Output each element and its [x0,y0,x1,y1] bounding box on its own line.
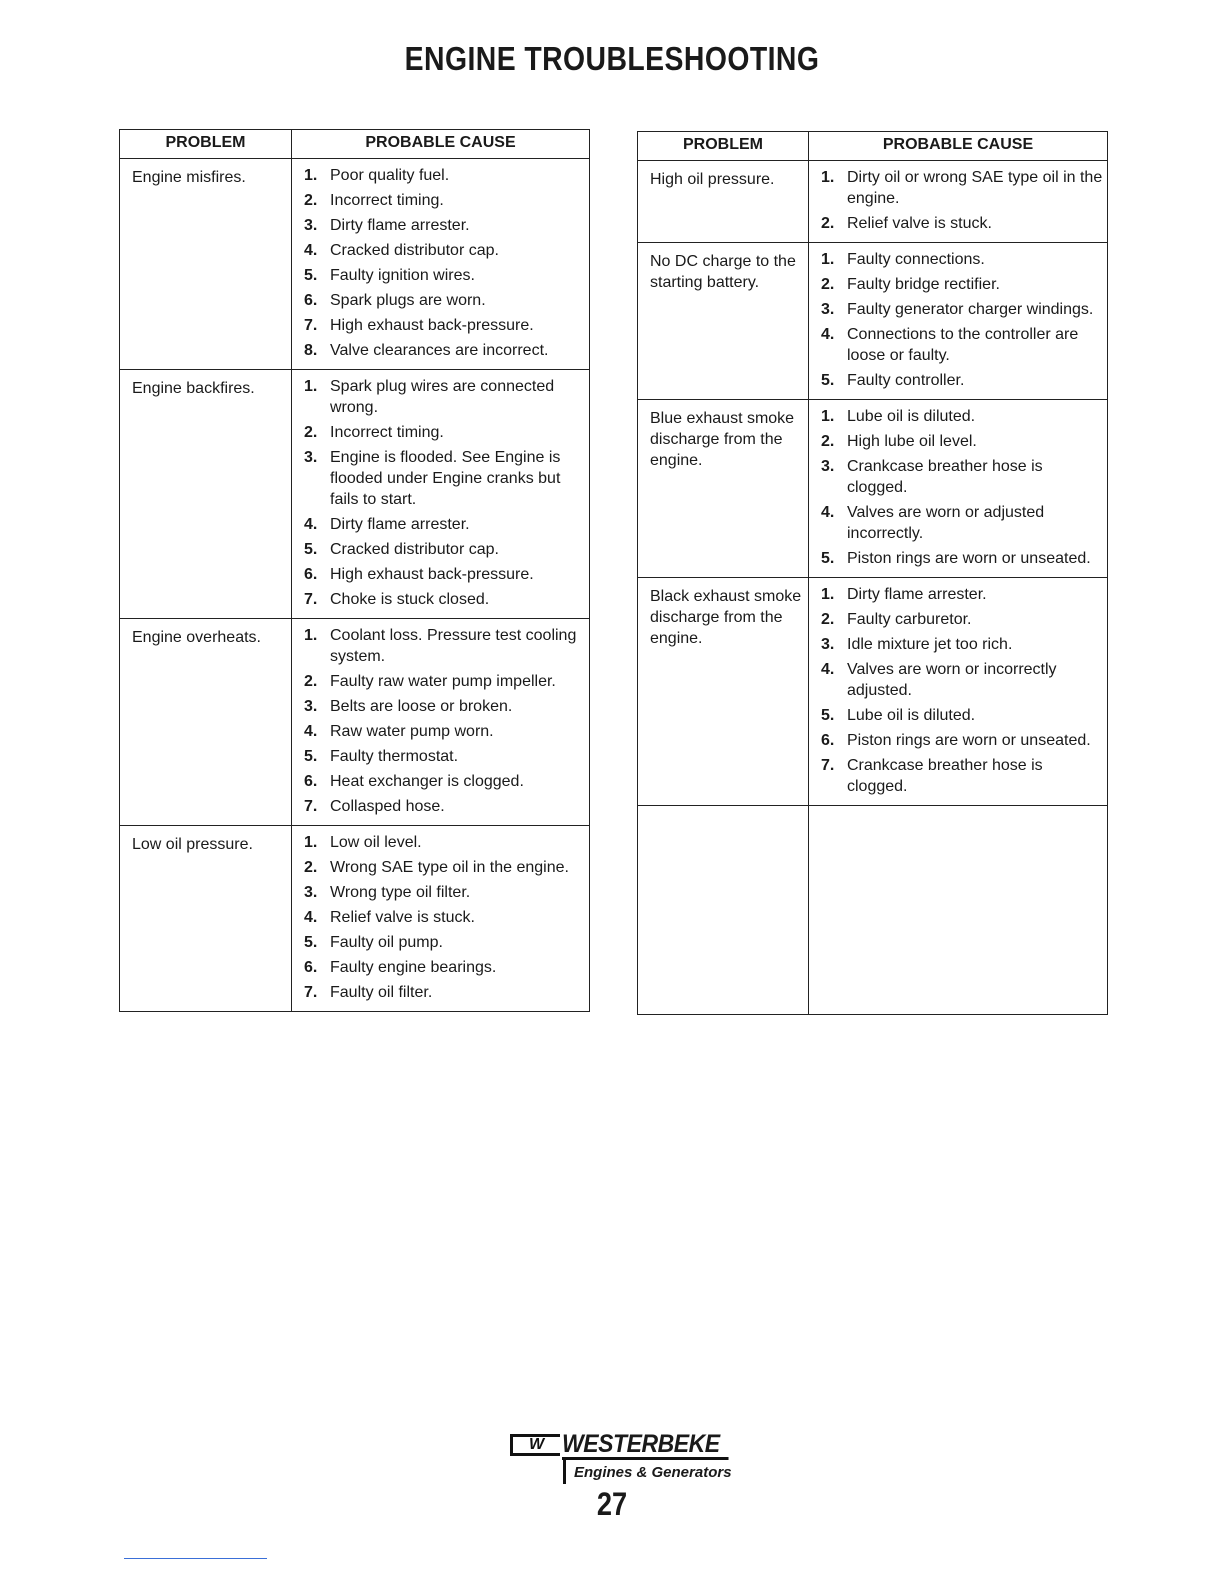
westerbeke-logo [510,1432,770,1486]
cause-number: 8. [304,342,318,359]
cause-cell [292,826,590,1012]
brand-tagline: Engines & Generators [574,1464,732,1481]
cause-number: 6. [304,292,318,309]
cause-number: 4. [304,909,318,926]
cause-number: 4. [304,242,318,259]
cause-item [821,213,1103,234]
filler-row [638,806,1108,1015]
cause-cell [809,400,1108,578]
cause-text: Crankcase breather hose is clogged. [847,458,1043,496]
cause-item [821,584,1103,605]
cause-number: 2. [304,192,318,209]
cause-number: 1. [304,834,318,851]
logo-mark: W [510,1434,560,1456]
table-row [638,400,1108,578]
cause-item [821,299,1103,320]
cause-item [304,696,585,717]
cause-number: 4. [821,504,835,521]
probable-cause-header: PROBABLE CAUSE [809,132,1108,161]
page-title: ENGINE TROUBLESHOOTING [404,40,820,77]
cause-text: Faulty ignition wires. [330,267,475,284]
cause-cell [809,243,1108,400]
cause-number: 5. [821,372,835,389]
cause-item [304,982,585,1003]
cause-number: 4. [304,723,318,740]
cause-item [304,215,585,236]
cause-number: 6. [821,732,835,749]
table-row [638,578,1108,806]
cause-text: Valves are worn or adjusted incorrectly. [847,504,1045,542]
cause-text: Belts are loose or broken. [330,698,513,715]
cause-number: 4. [821,661,835,678]
cause-item [821,324,1103,366]
cause-number: 6. [304,959,318,976]
cause-text: Faulty oil pump. [330,934,443,951]
cause-text: Dirty flame arrester. [330,217,470,234]
cause-number: 2. [821,276,835,293]
cause-item [304,265,585,286]
cause-text: Cracked distributor cap. [330,541,499,558]
cause-number: 2. [304,673,318,690]
cause-text: Coolant loss. Pressure test cooling system. [330,627,577,665]
cause-text: High exhaust back-pressure. [330,317,534,334]
brand-name: WESTERBEKE [562,1432,729,1460]
cause-cell [292,619,590,826]
cause-list [821,249,1103,391]
table-row [638,161,1108,243]
cause-text: Dirty flame arrester. [847,586,987,603]
cause-item [304,771,585,792]
cause-text: Faulty thermostat. [330,748,459,765]
cause-number: 3. [821,301,835,318]
cause-text: Raw water pump worn. [330,723,494,740]
cause-number: 2. [821,611,835,628]
cause-text: Engine is flooded. See Engine is flooded under Engine cranks but fails to start. [330,449,561,508]
cause-text: Collasped hose. [330,798,445,815]
cause-item [304,746,585,767]
cause-list [821,406,1103,569]
cause-text: Valve clearances are incorrect. [330,342,549,359]
cause-item [304,907,585,928]
problem-cell: No DC charge to the starting battery. [638,243,809,400]
cause-item [304,721,585,742]
cause-item [821,274,1103,295]
cause-list [304,625,585,817]
cause-item [304,165,585,186]
cause-number: 3. [821,458,835,475]
footer-rule [124,1558,267,1559]
cause-number: 7. [821,757,835,774]
cause-item [304,589,585,610]
cause-number: 5. [304,541,318,558]
cause-text: Heat exchanger is clogged. [330,773,524,790]
cause-cell [809,161,1108,243]
cause-cell [809,578,1108,806]
cause-item [304,625,585,667]
cause-text: Incorrect timing. [330,424,444,441]
cause-item [304,422,585,443]
cause-number: 1. [821,586,835,603]
cause-list [304,376,585,610]
table-row [120,619,590,826]
cause-item [304,832,585,853]
cause-item [821,548,1103,569]
cause-number: 3. [304,698,318,715]
cause-number: 2. [821,433,835,450]
cause-text: Dirty oil or wrong SAE type oil in the engine. [847,169,1103,207]
cause-text: Piston rings are worn or unseated. [847,550,1091,567]
cause-text: Faulty controller. [847,372,965,389]
problem-cell: Low oil pressure. [120,826,292,1012]
problem-cell: Black exhaust smoke discharge from the engine. [638,578,809,806]
cause-text: Faulty connections. [847,251,985,268]
cause-text: Faulty engine bearings. [330,959,497,976]
cause-number: 5. [821,707,835,724]
cause-item [304,447,585,510]
cause-text: Wrong type oil filter. [330,884,471,901]
table-row [120,826,590,1012]
table-row [120,159,590,370]
cause-item [821,755,1103,797]
cause-text: High lube oil level. [847,433,977,450]
cause-number: 7. [304,317,318,334]
cause-number: 5. [821,550,835,567]
cause-text: Relief valve is stuck. [847,215,992,232]
page-number: 27 [596,1486,628,1522]
cause-text: Faulty oil filter. [330,984,433,1001]
problem-cell: High oil pressure. [638,161,809,243]
cause-number: 3. [304,449,318,466]
cause-list [821,167,1103,234]
cause-number: 7. [304,984,318,1001]
cause-list [304,165,585,361]
problem-cell: Engine misfires. [120,159,292,370]
cause-text: Incorrect timing. [330,192,444,209]
cause-item [821,609,1103,630]
cause-list [821,584,1103,797]
cause-item [304,796,585,817]
cause-item [821,502,1103,544]
cause-item [304,190,585,211]
cause-item [821,406,1103,427]
cause-text: Valves are worn or incorrectly adjusted. [847,661,1057,699]
cause-item [304,315,585,336]
cause-text: Cracked distributor cap. [330,242,499,259]
cause-text: Wrong SAE type oil in the engine. [330,859,569,876]
cause-item [304,340,585,361]
cause-number: 1. [821,408,835,425]
empty-cell [638,806,809,1015]
cause-number: 7. [304,591,318,608]
problem-cell: Engine backfires. [120,370,292,619]
cause-text: Spark plugs are worn. [330,292,486,309]
troubleshooting-table-right [637,131,1108,1015]
cause-item [821,431,1103,452]
table-row [638,243,1108,400]
cause-item [821,634,1103,655]
cause-number: 3. [821,636,835,653]
cause-item [304,290,585,311]
cause-cell [292,159,590,370]
cause-number: 3. [304,884,318,901]
cause-text: Lube oil is diluted. [847,707,976,724]
cause-text: Connections to the controller are loose or faulty. [847,326,1079,364]
cause-number: 4. [821,326,835,343]
cause-number: 5. [304,748,318,765]
cause-text: Faulty raw water pump impeller. [330,673,556,690]
empty-cell [809,806,1108,1015]
cause-number: 5. [304,934,318,951]
cause-text: Poor quality fuel. [330,167,450,184]
cause-text: Spark plug wires are connected wrong. [330,378,555,416]
cause-number: 1. [304,378,318,395]
cause-number: 2. [304,424,318,441]
cause-item [304,514,585,535]
cause-number: 2. [304,859,318,876]
cause-cell [292,370,590,619]
cause-item [304,932,585,953]
table-body [638,161,1108,1015]
cause-text: Faulty carburetor. [847,611,972,628]
table-row [120,370,590,619]
cause-number: 5. [304,267,318,284]
cause-item [821,730,1103,751]
cause-item [304,240,585,261]
logo-divider [563,1458,566,1484]
cause-item [821,456,1103,498]
cause-number: 1. [304,627,318,644]
cause-text: High exhaust back-pressure. [330,566,534,583]
cause-number: 1. [821,251,835,268]
cause-item [304,564,585,585]
problem-header: PROBLEM [638,132,809,161]
problem-header: PROBLEM [120,130,292,159]
cause-text: Faulty generator charger windings. [847,301,1094,318]
cause-number: 6. [304,773,318,790]
cause-text: Idle mixture jet too rich. [847,636,1013,653]
cause-number: 6. [304,566,318,583]
cause-item [304,957,585,978]
cause-list [304,832,585,1003]
cause-text: Crankcase breather hose is clogged. [847,757,1043,795]
cause-text: Lube oil is diluted. [847,408,976,425]
cause-text: Low oil level. [330,834,422,851]
cause-number: 4. [304,516,318,533]
cause-number: 7. [304,798,318,815]
cause-text: Choke is stuck closed. [330,591,490,608]
cause-item [304,376,585,418]
problem-cell: Engine overheats. [120,619,292,826]
probable-cause-header: PROBABLE CAUSE [292,130,590,159]
cause-item [821,659,1103,701]
cause-item [304,857,585,878]
cause-text: Piston rings are worn or unseated. [847,732,1091,749]
cause-item [821,249,1103,270]
cause-item [304,671,585,692]
cause-item [821,370,1103,391]
troubleshooting-table-left [119,129,590,1012]
cause-item [304,882,585,903]
cause-item [821,167,1103,209]
cause-text: Dirty flame arrester. [330,516,470,533]
problem-cell: Blue exhaust smoke discharge from the engine. [638,400,809,578]
cause-item [304,539,585,560]
cause-number: 1. [304,167,318,184]
table-body [120,159,590,1012]
cause-number: 2. [821,215,835,232]
cause-item [821,705,1103,726]
cause-text: Faulty bridge rectifier. [847,276,1000,293]
cause-text: Relief valve is stuck. [330,909,475,926]
cause-number: 1. [821,169,835,186]
cause-number: 3. [304,217,318,234]
